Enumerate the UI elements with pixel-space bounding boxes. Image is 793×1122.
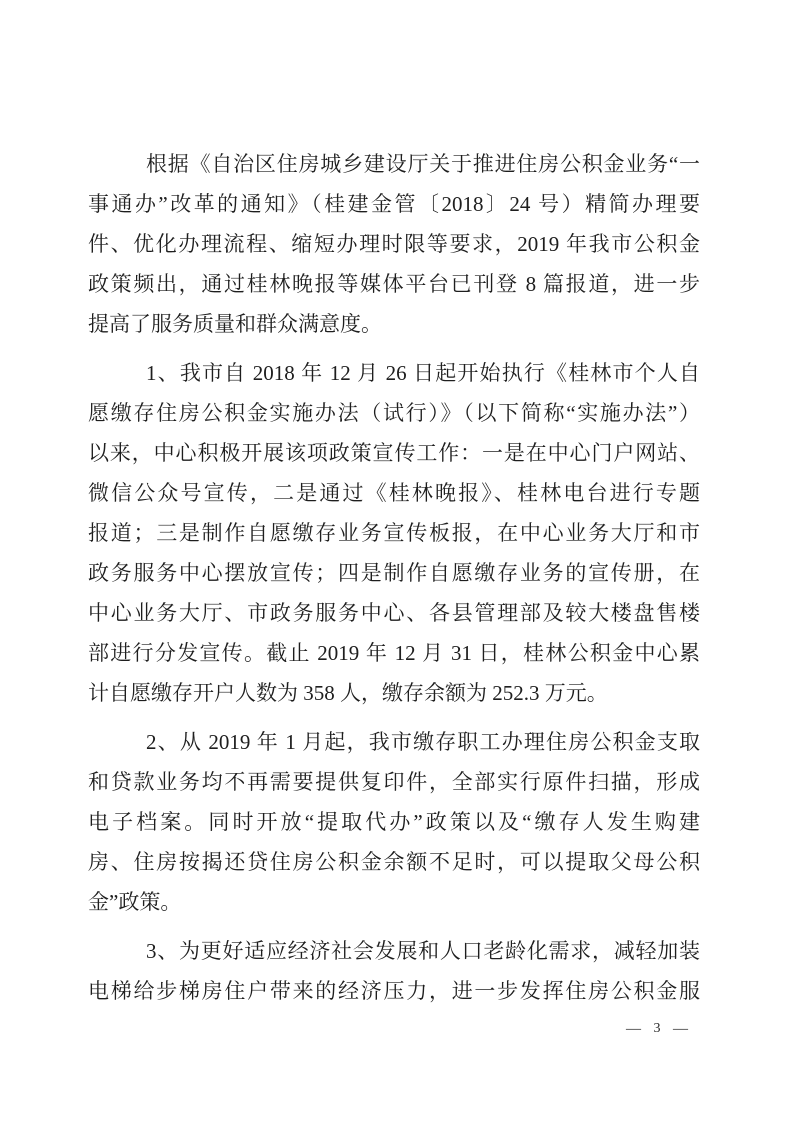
text-line: 根据《自治区住房城乡建设厅关于推进住房公积金业务“一: [146, 152, 700, 176]
text-line: 部进行分发宣传。截止 2019 年 12 月 31 日，桂林公积金中心累: [88, 641, 700, 665]
text-line: 3、为更好适应经济社会发展和人口老龄化需求，减轻加装: [146, 939, 700, 963]
text-line: 中心业务大厅、市政务服务中心、各县管理部及较大楼盘售楼: [88, 601, 700, 625]
text-line: 2、从 2019 年 1 月起，我市缴存职工办理住房公积金支取: [146, 730, 700, 754]
page-footer: [626, 1019, 688, 1039]
text-line: 提高了服务质量和群众满意度。: [88, 312, 382, 336]
text-line: 计自愿缴存开户人数为 358 人，缴存余额为 252.3 万元。: [88, 681, 608, 705]
text-line: 政务服务中心摆放宣传；四是制作自愿缴存业务的宣传册，在: [88, 561, 700, 585]
page-number: 3: [653, 1021, 661, 1036]
text-line: 件、优化办理流程、缩短办理时限等要求，2019 年我市公积金: [88, 232, 700, 256]
text-line: 电子档案。同时开放“提取代办”政策以及“缴存人发生购建: [88, 810, 700, 834]
paragraph: [88, 353, 700, 713]
footer-dash-left: —: [626, 1020, 641, 1037]
footer-dash-right: —: [673, 1020, 688, 1037]
text-line: 愿缴存住房公积金实施办法（试行）》（以下简称“实施办法”）: [88, 401, 700, 425]
document-text: [88, 144, 700, 1020]
paragraph: [88, 722, 700, 922]
text-line: 电梯给步梯房住户带来的经济压力，进一步发挥住房公积金服: [88, 979, 700, 1003]
text-line: 政策频出，通过桂林晚报等媒体平台已刊登 8 篇报道，进一步: [88, 272, 700, 296]
text-line: 以来，中心积极开展该项政策宣传工作：一是在中心门户网站、: [88, 441, 700, 465]
text-line: 微信公众号宣传，二是通过《桂林晚报》、桂林电台进行专题: [88, 481, 700, 505]
text-line: 和贷款业务均不再需要提供复印件，全部实行原件扫描，形成: [88, 770, 700, 794]
text-line: 房、住房按揭还贷住房公积金余额不足时，可以提取父母公积: [88, 850, 700, 874]
text-line: 金”政策。: [88, 890, 182, 914]
paragraph: [88, 931, 700, 1011]
text-line: 事通办”改革的通知》（桂建金管〔2018〕24 号）精简办理要: [88, 192, 700, 216]
text-line: 报道；三是制作自愿缴存业务宣传板报，在中心业务大厅和市: [88, 521, 700, 545]
paragraph: [88, 144, 700, 344]
text-line: 1、我市自 2018 年 12 月 26 日起开始执行《桂林市个人自: [146, 361, 700, 385]
